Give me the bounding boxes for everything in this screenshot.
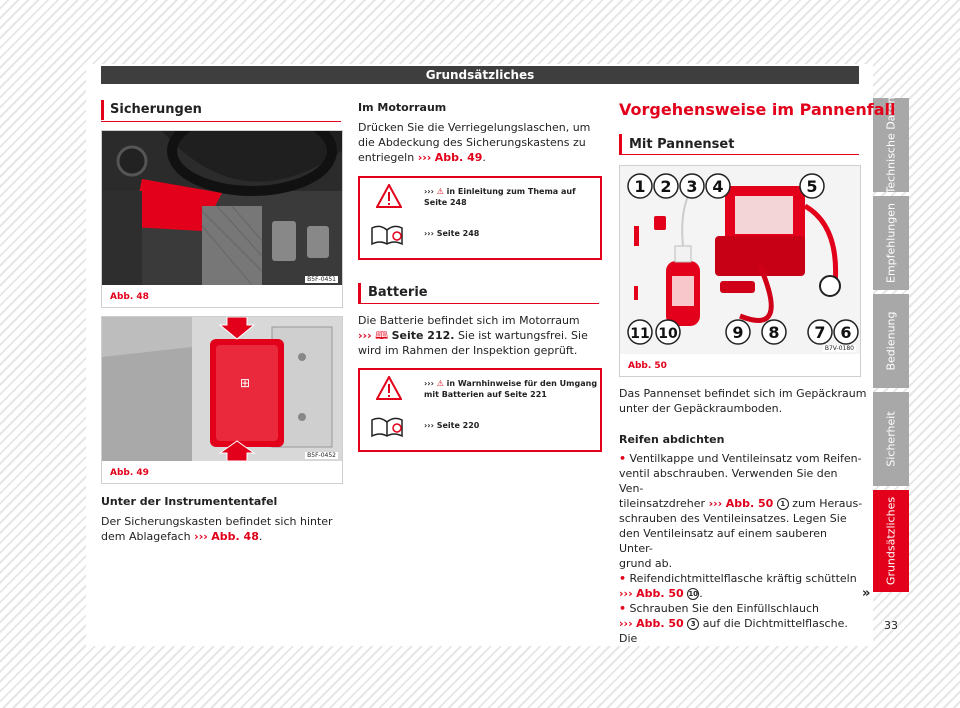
sicherungen-heading: Sicherungen xyxy=(110,102,202,117)
figure-number-7: 7 xyxy=(814,323,826,342)
item-number-badge: 3 xyxy=(687,618,699,630)
continue-marker: » xyxy=(862,586,871,601)
pannenset-intro: Das Pannenset befindet sich im Gepäckraum unter der Gepäckraumboden. xyxy=(619,387,867,415)
fuse-box-engine-illustration xyxy=(102,317,342,461)
book-reference-icon xyxy=(370,222,404,246)
seite-220-link[interactable]: Seite 220 xyxy=(436,421,480,430)
bullet: • xyxy=(619,452,627,465)
heading-bar xyxy=(358,283,361,303)
instructions-list: • Ventilkappe und Ventileinsatz vom Reifen- ventil abschrauben. Verwenden Sie den Ven- tileinsatzdreher ››› Abb. 50 1 zum Heraus- schrauben des Ventileinsatzes. Legen Sie den Ventileinsatz auf einem sauberen Unter- grund ab. • Reifendichtmittelflasche kräftig schütteln ››› Abb. 50 10. • Schrauben Sie den Einfüllschlauch ››› Abb. 50 3 auf die Dichtmittelflasche. Die xyxy=(619,452,863,645)
reifen-abdichten-heading: Reifen abdichten xyxy=(619,433,725,446)
item-number-badge: 1 xyxy=(777,498,789,510)
warning-box-2: ››› ⚠ in Warnhinweise für den Umgang mit Batterien auf Seite 221 ››› Seite 220 xyxy=(358,368,602,452)
figure-number-9: 9 xyxy=(732,323,744,342)
im-motorraum-heading: Im Motorraum xyxy=(358,101,447,114)
figure-number-5: 5 xyxy=(806,177,818,196)
tab-sicherheit[interactable]: Sicherheit xyxy=(873,392,909,486)
figure-number-10: 10 xyxy=(658,326,678,342)
figure-49: ⊞ B5F-0452 Abb. 49 xyxy=(101,316,343,484)
chapter-header: Grundsätzliches xyxy=(101,66,859,84)
figure-48: B5F-0451 Abb. 48 xyxy=(101,130,343,308)
abb-50-link[interactable]: Abb. 50 xyxy=(636,587,684,600)
tab-bedienung[interactable]: Bedienung xyxy=(873,294,909,388)
batterie-paragraph: Die Batterie befindet sich im Motorraum ››› 🕮 Seite 212. Sie ist wartungsfrei. Sie wird im Rahmen der Inspektion geprüft. xyxy=(358,314,588,357)
figure-number-6: 6 xyxy=(840,323,852,342)
unter-instrumententafel-heading: Unter der Instrumententafel xyxy=(101,495,278,508)
book-reference-icon xyxy=(370,414,404,438)
warning-triangle-icon xyxy=(376,376,402,400)
figure-number-2: 2 xyxy=(660,177,672,196)
svg-text:⊞: ⊞ xyxy=(240,376,251,390)
col1-paragraph: Der Sicherungskasten befindet sich hinter dem Ablagefach ››› Abb. 48. xyxy=(101,515,333,543)
heading-rule xyxy=(101,121,341,122)
heading-rule xyxy=(619,154,859,155)
figure-number-4: 4 xyxy=(712,177,724,196)
tyre-repair-kit-illustration xyxy=(620,166,860,354)
abb-49-link[interactable]: Abb. 49 xyxy=(434,151,483,164)
dashboard-footwell-illustration xyxy=(102,131,342,285)
abb-50-link[interactable]: Abb. 50 xyxy=(725,497,774,510)
figure-50-image xyxy=(620,166,860,354)
figure-number-1: 1 xyxy=(634,177,646,196)
tab-grundsaetzliches[interactable]: Grundsätzliches xyxy=(873,490,909,592)
item-number-badge: 10 xyxy=(688,590,699,598)
book-inline-icon: 🕮 xyxy=(375,329,389,342)
warning-small-icon: ⚠ xyxy=(436,187,444,196)
page-number: 33 xyxy=(884,619,898,632)
tab-empfehlungen[interactable]: Empfehlungen xyxy=(873,196,909,290)
abb-48-link[interactable]: Abb. 48 xyxy=(211,530,259,543)
batterie-heading: Batterie xyxy=(368,285,428,300)
warning-box-1: ››› ⚠ in Einleitung zum Thema auf Seite 248 ››› Seite 248 xyxy=(358,176,602,260)
figure-number-11: 11 xyxy=(630,326,650,342)
figure-49-image xyxy=(102,317,342,461)
heading-bar xyxy=(619,134,622,154)
figure-number-3: 3 xyxy=(686,177,698,196)
mit-pannenset-heading: Mit Pannenset xyxy=(629,137,735,152)
figure-48-image xyxy=(102,131,342,285)
bullet: • xyxy=(619,602,627,615)
figure-50: 1 2 3 4 5 6 7 8 9 10 11 B7V-0180 Abb. 50 xyxy=(619,165,861,377)
bullet: • xyxy=(619,572,627,585)
warning-small-icon: ⚠ xyxy=(436,379,444,388)
seite-248-link[interactable]: Seite 248 xyxy=(436,229,480,238)
seite-212-link[interactable]: Seite 212. xyxy=(391,329,455,342)
section-title: Vorgehensweise im Pannenfall xyxy=(619,100,896,119)
warning-triangle-icon xyxy=(376,184,402,208)
col2-paragraph: Drücken Sie die Verriegelungslaschen, um die Abdeckung des Sicherungskastens zu entriegeln ››› Abb. 49. xyxy=(358,121,591,164)
figure-number-8: 8 xyxy=(768,323,780,342)
heading-bar xyxy=(101,100,104,120)
abb-50-link[interactable]: Abb. 50 xyxy=(636,617,684,630)
tab-technische-daten[interactable]: Technische Daten xyxy=(873,98,909,192)
heading-rule xyxy=(358,303,599,304)
